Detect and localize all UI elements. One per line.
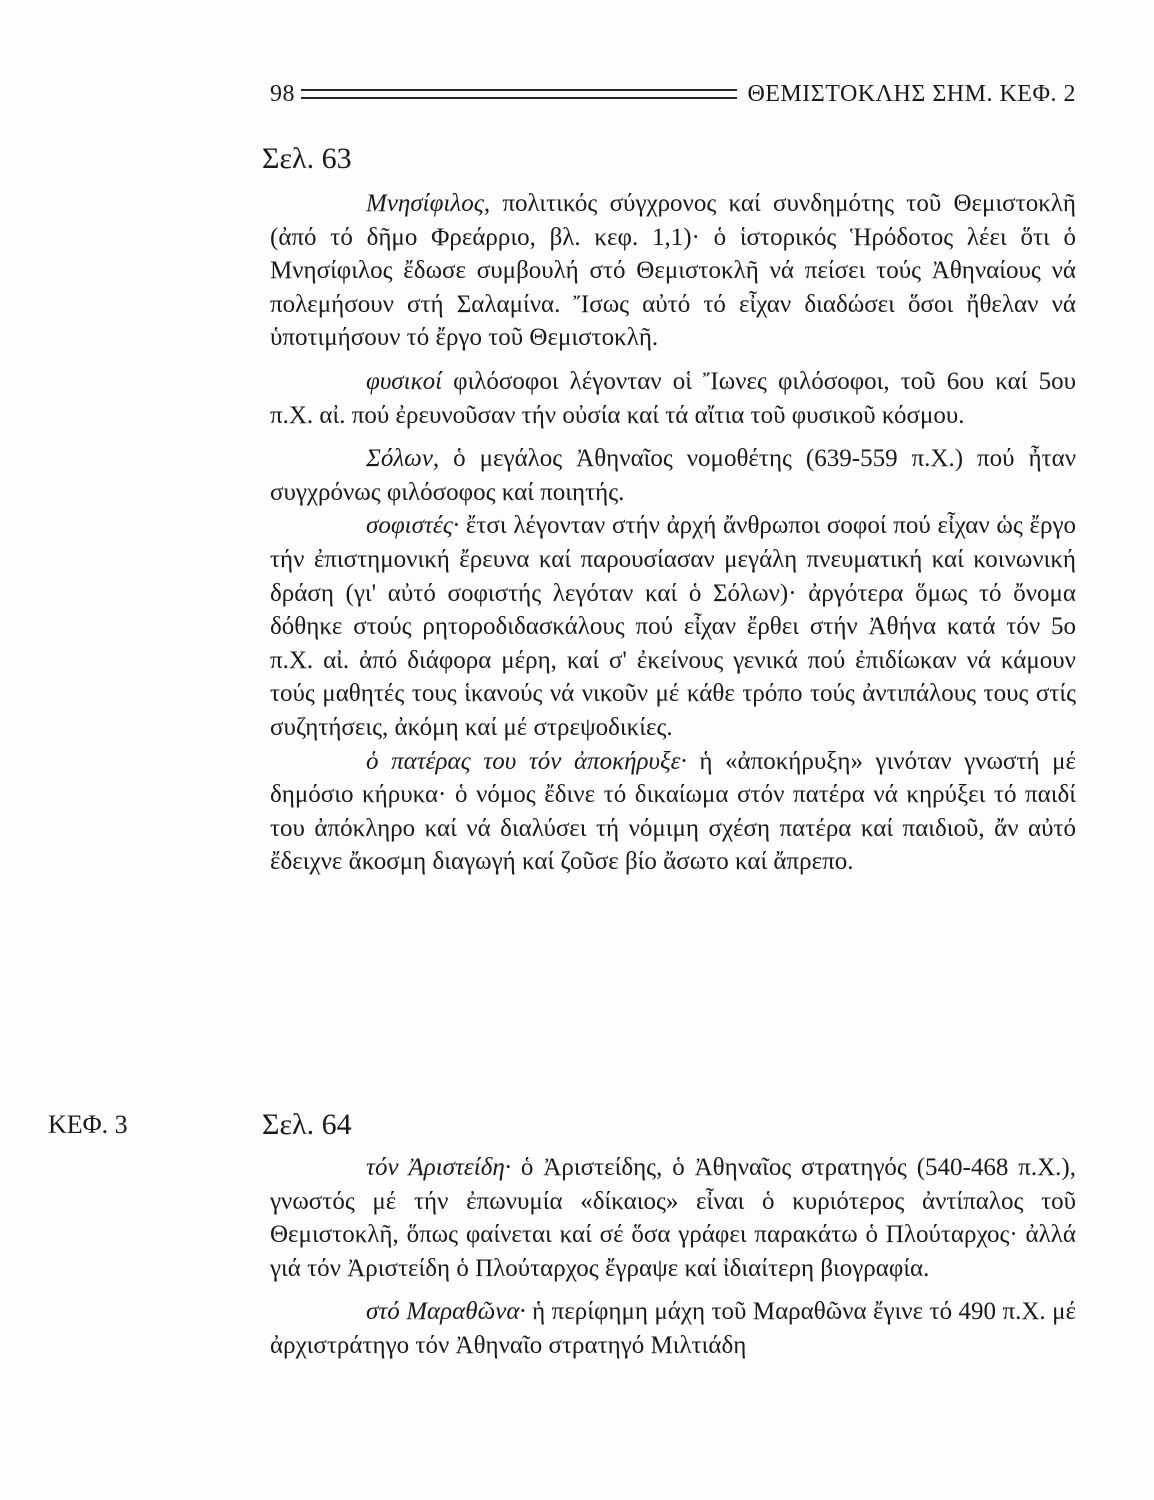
note-text: πολιτικός σύγχρονος καί συνδημότης τοῦ Θεμιστοκλῆ (ἀπό τό δῆμο Φρεάρριο, βλ. κεφ. 1,1)· ὁ ἱστορικός Ἡρόδοτος λέει ὅτι ὁ Μνησίφιλος ἔδωσε συμβουλή στό Θεμιστοκλῆ νά πείσει τούς Ἀθηναίους νά πολεμήσουν στή Σαλαμίνα. Ἴσως αὐτό τό εἶχαν διαδώσει ὅσοι ἤθελαν νά ὑποτιμήσουν τό ἔργο τοῦ Θεμιστοκλῆ. [270, 190, 1076, 352]
note-apokeryxi [270, 745, 1076, 879]
note-aristeides [270, 1151, 1076, 1285]
note-term: Μνησίφιλος, [366, 190, 491, 217]
notes-block-page-63 [270, 187, 1076, 879]
note-term: φυσικοί [366, 367, 443, 395]
note-text: ἔτσι λέγονταν στήν ἀρχή ἄνθρωποι σοφοί πού εἶχαν ὡς ἔργο τήν ἐπιστημονική ἔρευνα καί παρουσίασαν μεγάλη πνευματική καί κοινωνική δράση (γι' αὐτό σοφιστής λεγόταν καί ὁ Σόλων)· ἀργότερα ὅμως τό ὄνομα δόθηκε στούς ρητοροδιδασκάλους πού εἶχαν ἔρθει στήν Ἀθήνα κατά τόν 5ο π.Χ. αἰ. ἀπό διάφορα μέρη, καί σ' ἐκείνους γενικά πού ἐπιδίωκαν νά κάμουν τούς μαθητές τους ἱκανούς νά νικοῦν μέ κάθε τρόπο τούς ἀντιπάλους τους στίς συζητήσεις, ἀκόμη καί μέ στρεψοδικίες. [270, 512, 1076, 741]
note-text: ὁ μεγάλος Ἀθηναῖος νομοθέτης (639-559 π.Χ.) πού ἦταν συγχρόνως φιλόσοφος καί ποιητής. [270, 445, 1076, 506]
running-header [270, 78, 1076, 110]
note-term: ὁ πατέρας του τόν ἀποκήρυξε· [366, 747, 687, 775]
notes-block-page-64 [270, 1151, 1076, 1363]
note-text: φιλόσοφοι λέγονταν οἱ Ἴωνες φιλόσοφοι, τοῦ 6ου καί 5ου π.Χ. αἰ. πού ἐρευνοῦσαν τήν οὐσία καί τά αἴτια τοῦ φυσικοῦ κόσμου. [270, 367, 1076, 429]
note-mnesiphilos [270, 187, 1076, 355]
note-text: ὁ Ἀριστείδης, ὁ Ἀθηναῖος στρατηγός (540-468 π.Χ.), γνωστός μέ τήν ἐπωνυμία «δίκαιος» εἶναι ὁ κυριότερος ἀντίπαλος τοῦ Θεμιστοκλῆ, ὅπως φαίνεται καί σέ ὅσα γράφει παρακάτω ὁ Πλούταρχος· ἀλλά γιά τόν Ἀριστείδη ὁ Πλούταρχος ἔγραψε καί ἰδιαίτερη βιογραφία. [270, 1154, 1077, 1282]
note-text: ἡ «ἀποκήρυξη» γινόταν γνωστή μέ δημόσιο κήρυκα· ὁ νόμος ἔδινε τό δικαίωμα στόν πατέρα νά κηρύξει τό παιδί του ἀπόκληρο καί νά διαλύσει τή νόμιμη σχέση πατέρα καί παιδιοῦ, ἄν αὐτό ἔδειχνε ἄκοσμη διαγωγή καί ζοῦσε βίο ἄσωτο καί ἄπρεπο. [270, 747, 1076, 876]
section-heading-page-63: Σελ. 63 [262, 142, 352, 175]
note-term: σοφιστές· [366, 512, 460, 540]
running-title: ΘΕΜΙΣΤΟΚΛΗΣ ΣΗΜ. ΚΕΦ. 2 [747, 80, 1076, 107]
margin-chapter-note: ΚΕΦ. 3 [48, 1110, 128, 1139]
note-text: ἡ περίφημη μάχη τοῦ Μαραθῶνα ἔγινε τό 490 π.Χ. μέ ἀρχιστράτηγο τόν Ἀθηναῖο στρατηγό Μιλτιάδη [270, 1298, 1076, 1359]
note-sophistes [270, 509, 1076, 744]
note-term: τόν Ἀριστείδη· [366, 1154, 512, 1181]
note-term: Σόλων, [366, 445, 440, 473]
note-marathon [270, 1295, 1076, 1362]
header-rule [301, 89, 737, 99]
note-solon [270, 442, 1076, 509]
page-number: 98 [270, 80, 295, 107]
note-term: στό Μαραθῶνα· [366, 1298, 526, 1326]
note-physikoi [270, 365, 1076, 432]
section-heading-page-64: Σελ. 64 [262, 1108, 352, 1141]
